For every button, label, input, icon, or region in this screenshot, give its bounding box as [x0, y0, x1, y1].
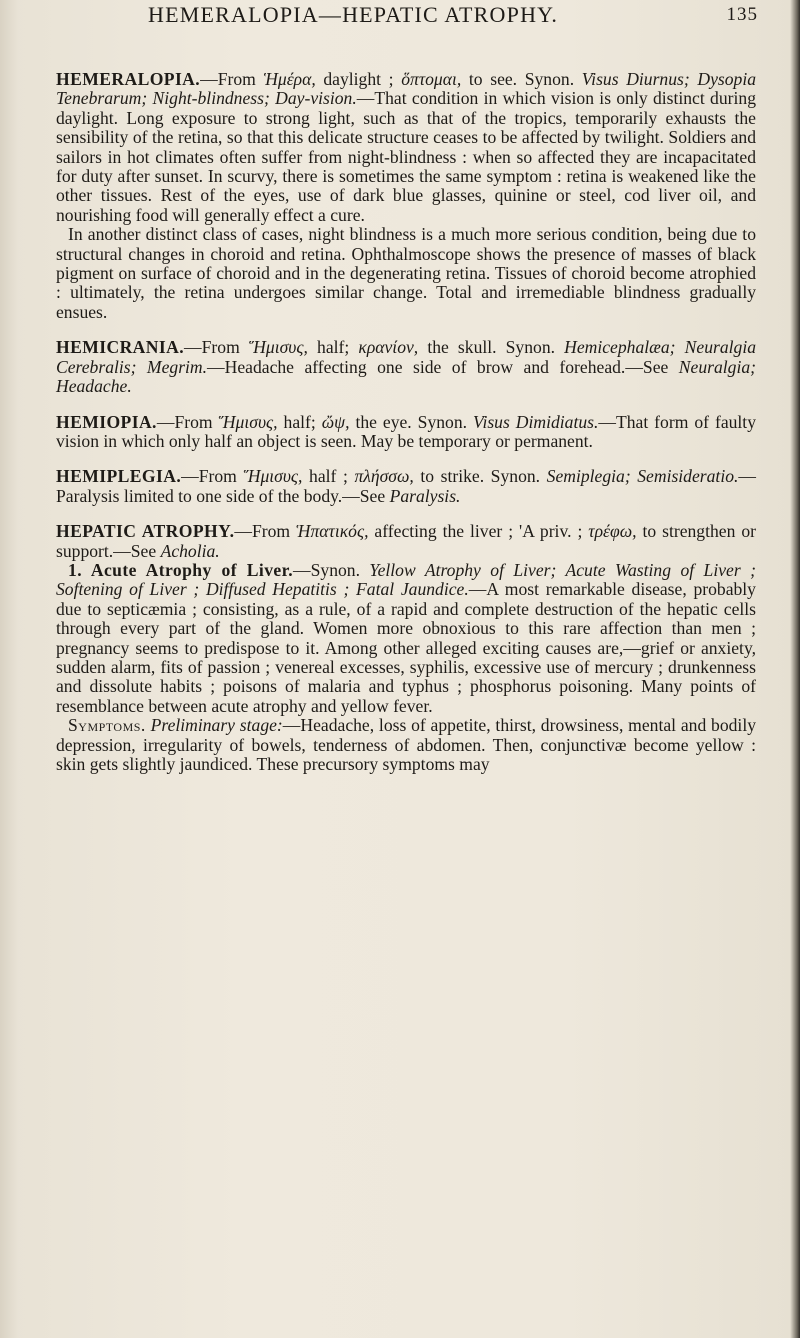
page-edge-shadow	[790, 0, 800, 1338]
running-head	[0, 2, 800, 36]
definition: —That form of faulty vision in which only half an object is seen. May be temporary or permanent.	[56, 411, 756, 451]
entry-hepatic-atrophy: HEPATIC ATROPHY.—From Ἡπατικός, affecting the liver ; 'A priv. ; τρέφω, to strengthen or support.—See Acholia. 1. Acute Atrophy of Liver.—Synon. Yellow Atrophy of Liver; Acute Wasting of Liver ; Softening of Liver ; Diffused Hepatitis ; Fatal Jaundice.—A most remarkable disease, probably due to septicæmia ; consisting, as a rule, of a rapid and complete destruction of the hepatic cells through every part of the gland. Women more obnoxious to this rare affection than men ; pregnancy seems to predispose to it. Among other alleged exciting causes are,—grief or anxiety, sudden alarm, fits of passion ; venereal excesses, syphilis, excessive use of mercury ; drunkenness and dissolute habits ; poisons of malaria and typhus ; phosphorus poisoning. Many points of resemblance between acute atrophy and yellow fever. Symptoms. Preliminary stage:—Headache, loss of appetite, thirst, drowsiness, mental and bodily depression, irregularity of bowels, tenderness of abdomen. Then, conjunctivæ become yellow : skin gets slightly jaundiced. These precursory symptoms may	[56, 521, 756, 774]
running-title: HEMERALOPIA—HEPATIC ATROPHY.	[148, 2, 559, 27]
entry-hemeralopia	[56, 70, 756, 322]
greek-term: Ἥμισυς,	[243, 466, 303, 487]
cross-reference: Paralysis.	[389, 485, 461, 506]
headword-hemicrania: HEMICRANIA.	[56, 337, 185, 358]
cross-reference: Acholia.	[160, 540, 220, 561]
subentry-symptoms	[56, 716, 756, 774]
symptoms-label: Symptoms.	[68, 715, 146, 736]
page-gutter-shadow	[0, 0, 18, 1338]
entry-hemeralopia-paragraph-1: HEMERALOPIA.—From Ἡμέρα, daylight ; ὅπτομαι, to see. Synon. Visus Diurnus; Dysopia Tenebrarum; Night-blindness; Day-vision.—That condition in which vision is only distinct during daylight. Long exposure to strong light, such as that of the tropics, temporarily exhausts the sensibility of the retina, so that this delicate structure ceases to be affected by twilight. Soldiers and sailors in hot climates often suffer from night-blindness : when so affected they are incapacitated for duty after sunset. In scurvy, there is sometimes the same symptom : retina is weakened like the other tissues. Rest of the eyes, use of dark blue glasses, quinine or steel, cod liver oil, and nourishing food will generally effect a cure.	[56, 69, 757, 225]
headword-hemiopia: HEMIOPIA.	[56, 411, 157, 432]
greek-term: Ἡμέρα,	[263, 69, 316, 89]
subheading-acute-atrophy: 1. Acute Atrophy of Liver.	[68, 559, 294, 580]
synonyms: Semiplegia; Semisideratio.	[546, 466, 739, 487]
greek-term: Ἥμισυς,	[218, 411, 278, 432]
greek-term: Ἡπατικός,	[296, 521, 369, 542]
greek-term: Ἥμισυς,	[248, 337, 308, 358]
cross-reference: Neuralgia; Headache.	[56, 356, 757, 397]
headword-hemeralopia: HEMERALOPIA.	[56, 69, 201, 89]
entry-hemeralopia-paragraph-2: In another distinct class of cases, night blindness is a much more serious condition, being due to structural changes in choroid and retina. Ophthalmoscope shows the presence of masses of black pigment on surface of choroid and in the degenerating retina. Tissues of choroid become atrophied : ultimately, the retina undergoes similar change. Total and irremediable blindness gradually ensues.	[56, 224, 756, 322]
entry-hemicrania: HEMICRANIA.—From Ἥμισυς, half; κρανίον, the skull. Synon. Hemicephalæa; Neuralgia Cerebralis; Megrim.—Headache affecting one side of brow and forehead.—See Neuralgia; Headache.	[56, 337, 757, 397]
definition: —Paralysis limited to one side of the body.—See	[56, 466, 757, 506]
greek-term: τρέφω,	[588, 521, 637, 542]
definition: —Headache affecting one side of brow and forehead.—See	[207, 356, 679, 377]
greek-term: κρανίον,	[358, 337, 419, 358]
page-number: 135	[726, 4, 758, 25]
headword-hemiplegia: HEMIPLEGIA.	[56, 466, 182, 487]
greek-term: ὤψ,	[321, 411, 350, 432]
symptom-description: —Headache, loss of appetite, thirst, drowsiness, mental and bodily depression, irregularity of bowels, tenderness of abdomen. Then, conjunctivæ become yellow : skin gets slightly jaundiced. These precursory symptoms may	[56, 715, 756, 774]
definition: —That condition in which vision is only distinct during daylight. Long exposure to strong light, such as that of the tropics, temporarily exhausts the sensibility of the retina, so that this delicate structure ceases to be affected by twilight. Soldiers and sailors in hot climates often suffer from night-blindness : when so affected they are incapacitated for duty after sunset. In scurvy, there is sometimes the same symptom : retina is weakened like the other tissues. Rest of the eyes, use of dark blue glasses, quinine or steel, cod liver oil, and nourishing food will generally effect a cure.	[56, 88, 756, 225]
dictionary-text	[56, 70, 756, 790]
synonyms: Visus Dimidiatus.	[473, 411, 599, 432]
headword-hepatic-atrophy: HEPATIC ATROPHY.	[56, 521, 235, 542]
synonyms: Yellow Atrophy of Liver; Acute Wasting of Liver ; Softening of Liver ; Diffused Hepatitis ; Fatal Jaundice.	[56, 559, 756, 600]
stage-label: Preliminary stage:	[150, 715, 283, 736]
synonyms: Visus Diurnus; Dysopia Tenebrarum; Night-blindness; Day-vision.	[56, 69, 757, 109]
synonyms: Hemicephalæa; Neuralgia Cerebralis; Megrim.	[56, 337, 757, 377]
definition: —A most remarkable disease, probably due to septicæmia ; consisting, as a rule, of a rapid and complete destruction of the hepatic cells through every part of the gland. Women more obnoxious to this rare affection than men ; pregnancy seems to predispose to it. Among other alleged exciting causes are,—grief or anxiety, sudden alarm, fits of passion ; venereal excesses, syphilis, excessive use of mercury ; drunkenness and dissolute habits ; poisons of malaria and typhus ; phosphorus poisoning. Many points of resemblance between acute atrophy and yellow fever.	[56, 579, 756, 716]
greek-term: πλήσσω,	[354, 466, 414, 487]
greek-term: ὅπτομαι,	[401, 69, 462, 89]
entry-hemiopia: HEMIOPIA.—From Ἥμισυς, half; ὤψ, the eye. Synon. Visus Dimidiatus.—That form of faulty vision in which only half an object is seen. May be temporary or permanent.	[56, 411, 756, 451]
entry-hemiplegia: HEMIPLEGIA.—From Ἥμισυς, half ; πλήσσω, to strike. Synon. Semiplegia; Semisideratio.—Paralysis limited to one side of the body.—See Paralysis.	[56, 466, 757, 506]
subentry-acute-atrophy: 1. Acute Atrophy of Liver.—Synon. Yellow Atrophy of Liver; Acute Wasting of Liver ; Softening of Liver ; Diffused Hepatitis ; Fatal Jaundice.—A most remarkable disease, probably due to septicæmia ; consisting, as a rule, of a rapid and complete destruction of the hepatic cells through every part of the gland. Women more obnoxious to this rare affection than men ; pregnancy seems to predispose to it. Among other alleged exciting causes are,—grief or anxiety, sudden alarm, fits of passion ; venereal excesses, syphilis, excessive use of mercury ; drunkenness and dissolute habits ; poisons of malaria and typhus ; phosphorus poisoning. Many points of resemblance between acute atrophy and yellow fever.	[56, 559, 756, 716]
